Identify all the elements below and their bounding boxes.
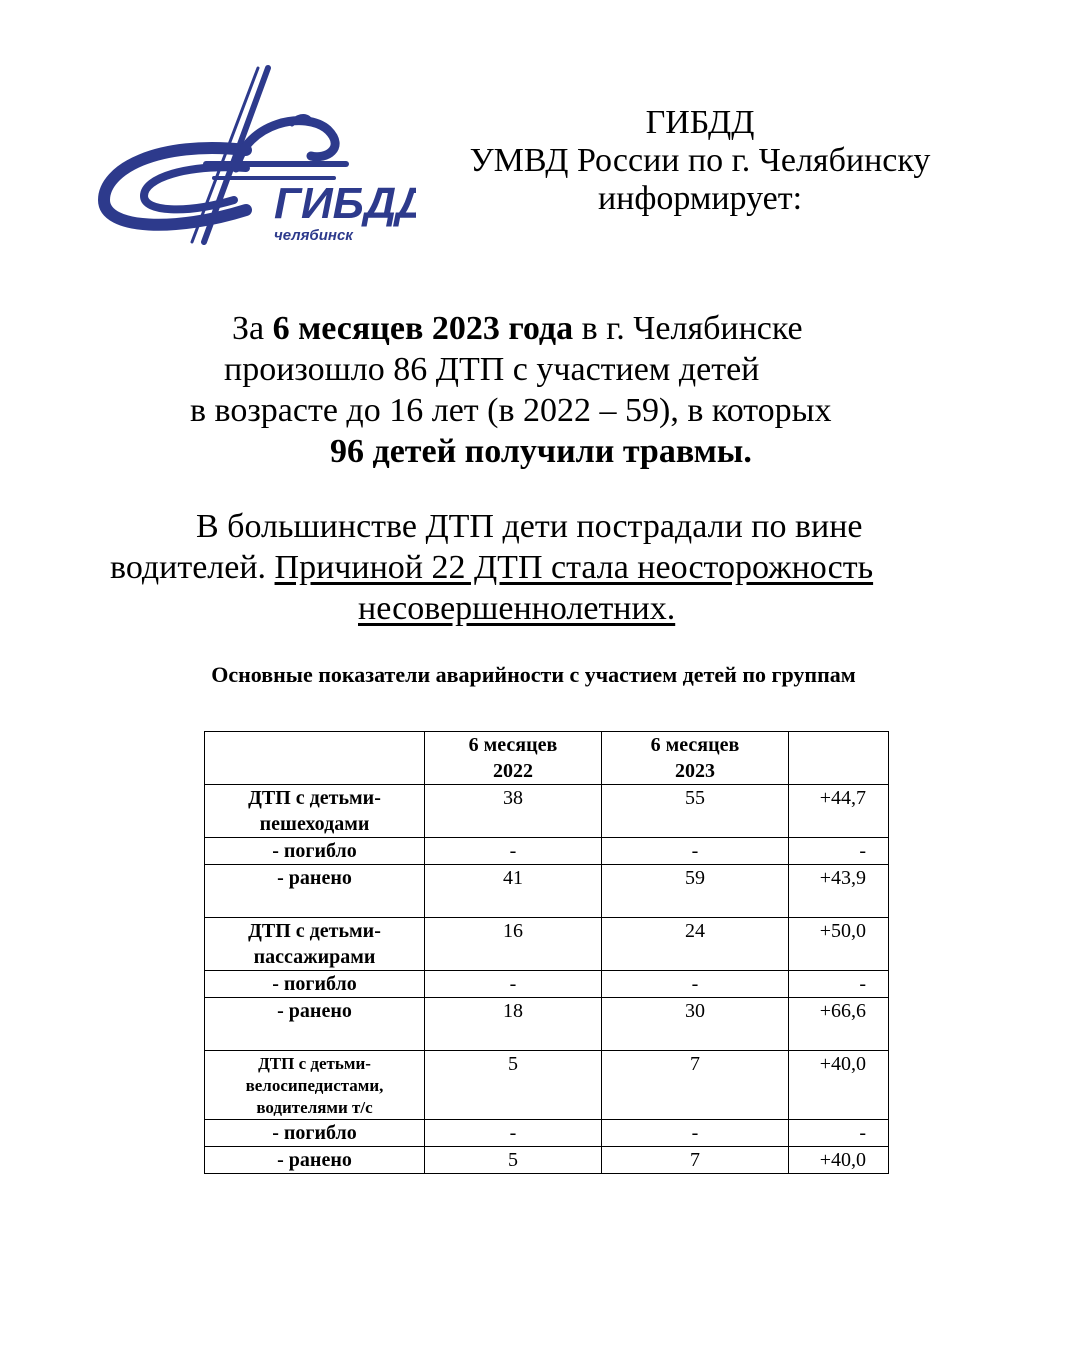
para1-text: За [232,310,273,347]
gibdd-chelyabinsk-logo [96,60,416,250]
table-row [205,918,889,971]
para1-line-3: в возрасте до 16 лет (в 2022 – 59), в которых [190,392,832,429]
table-row [205,998,889,1051]
row-label: - погибло [205,838,425,865]
header-change [789,732,889,785]
row-label [205,918,425,971]
value-change: +44,7 [789,785,889,838]
row-label: - ранено [205,1147,425,1174]
para1-city: в г. Челябинске [573,310,803,347]
row-label-line: ДТП с детьми- [258,1054,371,1073]
value-2023: - [602,971,789,998]
table-header-row [205,732,889,785]
row-label-line: ДТП с детьми- [248,787,381,809]
para1-line-1 [232,308,803,349]
para2-line-2 [110,547,873,588]
value-change: - [789,838,889,865]
row-label-line: водителями т/с [256,1098,373,1117]
row-label: - ранено [205,998,425,1051]
para2-cause: Причиной 22 ДТП стала неосторожность [274,549,874,586]
header-2022-period: 6 месяцев [468,734,558,756]
row-label [205,785,425,838]
header-empty-cell [205,732,425,785]
table-row [205,838,889,865]
para2-drivers: водителей. [110,549,275,586]
table-row [205,1120,889,1147]
value-2023: 7 [602,1147,789,1174]
header-line-3: информирует: [597,180,803,217]
accident-stats-table [204,731,889,1174]
header-line-2: УМВД России по г. Челябинску [469,142,931,179]
header-2023-year: 2023 [675,760,715,782]
header-2022-year: 2022 [493,760,533,782]
value-change: +66,6 [789,998,889,1051]
logo-main-text: ГИБДД [274,179,416,228]
value-2022: 5 [425,1051,602,1120]
value-2022: 18 [425,998,602,1051]
header-line-1: ГИБДД [645,104,755,141]
para1-line-4: 96 детей получили травмы. [330,433,752,470]
para1-line-2: произошло 86 ДТП с участием детей [224,351,760,388]
value-2022: 38 [425,785,602,838]
value-2023: 55 [602,785,789,838]
value-change: - [789,971,889,998]
value-2023: - [602,1120,789,1147]
row-label-line: пешеходами [259,813,370,835]
row-label-line: велосипедистами, [245,1076,384,1095]
value-2023: 24 [602,918,789,971]
table-row [205,1147,889,1174]
value-change: - [789,1120,889,1147]
value-2022: - [425,971,602,998]
value-2023: 7 [602,1051,789,1120]
document-header [420,104,980,218]
value-2022: - [425,838,602,865]
row-label: - погибло [205,971,425,998]
header-2023-period: 6 месяцев [650,734,740,756]
row-label: - погибло [205,1120,425,1147]
para2-line-1: В большинстве ДТП дети пострадали по вине [196,508,863,545]
table-row [205,785,889,838]
row-label: - ранено [205,865,425,918]
para2-line-3: несовершеннолетних. [358,590,676,627]
value-2022: 41 [425,865,602,918]
value-change: +43,9 [789,865,889,918]
row-label-line: пассажирами [253,946,376,968]
header-2023 [602,732,789,785]
value-2022: - [425,1120,602,1147]
value-2022: 16 [425,918,602,971]
value-2023: 30 [602,998,789,1051]
value-change: +40,0 [789,1147,889,1174]
table-row [205,865,889,918]
value-2023: 59 [602,865,789,918]
table-row [205,1051,889,1120]
para1-period: 6 месяцев 2023 года [272,310,574,347]
logo-city-text: челябинск [274,227,353,244]
gibdd-emblem-icon [96,60,416,250]
value-change: +40,0 [789,1051,889,1120]
row-label [205,1051,425,1120]
value-change: +50,0 [789,918,889,971]
table-title: Основные показатели аварийности с участием детей по группам [211,662,856,687]
value-2023: - [602,838,789,865]
row-label-line: ДТП с детьми- [248,920,381,942]
table-row [205,971,889,998]
header-2022 [425,732,602,785]
value-2022: 5 [425,1147,602,1174]
